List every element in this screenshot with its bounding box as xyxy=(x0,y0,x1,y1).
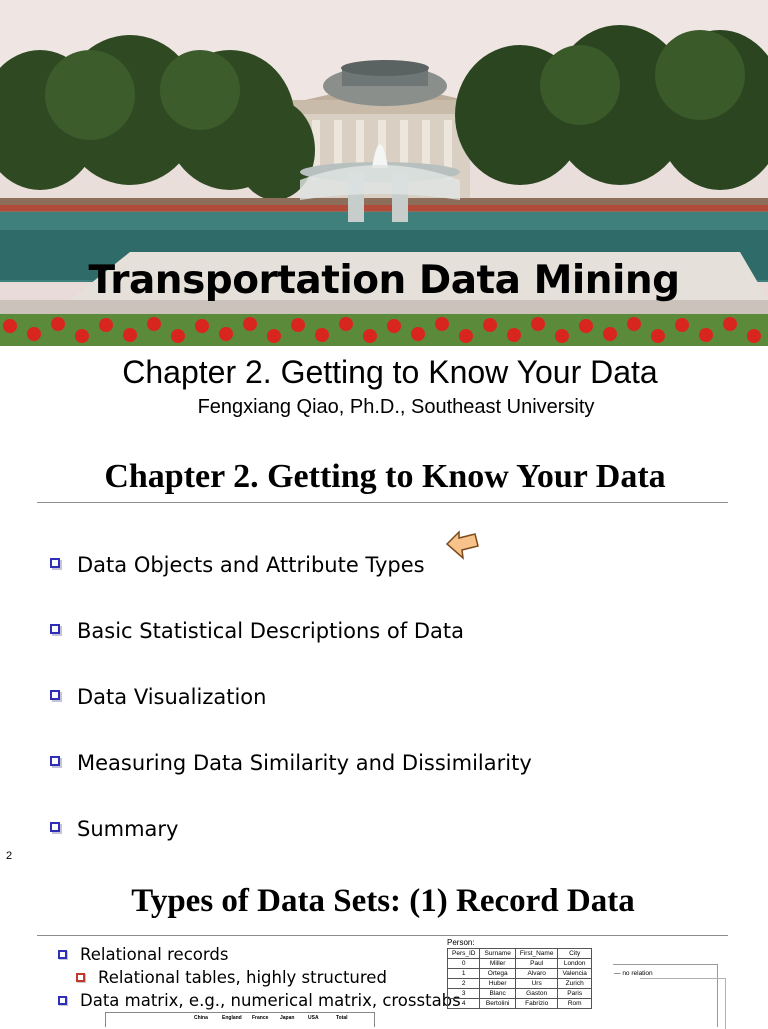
chapter-subtitle: Chapter 2. Getting to Know Your Data xyxy=(122,354,658,390)
square-bullet-icon xyxy=(50,690,60,700)
square-bullet-icon xyxy=(50,624,60,634)
pointing-hand-arrow-icon xyxy=(445,530,479,562)
table-row: 3 Blanc Gaston Paris xyxy=(448,989,592,999)
table-row: 0 Miller Paul London xyxy=(448,959,592,969)
title-slide xyxy=(0,0,768,440)
sub-bullet-item: Relational tables, highly structured xyxy=(76,967,461,990)
outline-item: Measuring Data Similarity and Dissimilarity xyxy=(50,746,532,812)
outline-list xyxy=(50,548,532,878)
square-bullet-icon xyxy=(58,950,67,959)
relation-note: — no relation xyxy=(614,970,653,977)
column-header: Surname xyxy=(480,949,515,959)
crosstab-header: China England France Japan USA Total xyxy=(105,1012,375,1027)
outline-item: Data Objects and Attribute Types xyxy=(50,548,532,614)
table-row: 1 Ortega Alvaro Valencia xyxy=(448,969,592,979)
page-number: 2 xyxy=(6,850,13,862)
table-caption: Person: xyxy=(447,938,475,947)
outline-item: Data Visualization xyxy=(50,680,532,746)
square-bullet-icon xyxy=(76,973,85,982)
record-data-bullets xyxy=(58,944,461,1013)
square-bullet-icon xyxy=(58,996,67,1005)
record-data-title: Types of Data Sets: (1) Record Data xyxy=(131,883,635,919)
column-header: First_Name xyxy=(515,949,558,959)
campus-photo xyxy=(0,0,768,346)
table-header-row xyxy=(448,949,592,959)
outline-item: Basic Statistical Descriptions of Data xyxy=(50,614,532,680)
square-bullet-icon xyxy=(50,558,60,568)
outline-title: Chapter 2. Getting to Know Your Data xyxy=(104,458,666,495)
outline-item: Summary xyxy=(50,812,532,878)
presentation-title: Transportation Data Mining xyxy=(88,258,680,303)
square-bullet-icon xyxy=(50,822,60,832)
outline-slide xyxy=(0,448,768,868)
title-divider xyxy=(37,935,728,936)
title-divider xyxy=(37,502,728,503)
column-header: City xyxy=(558,949,591,959)
table-row: 4 Bertolini Fabrizio Rom xyxy=(448,999,592,1009)
table-row: 2 Huber Urs Zurich xyxy=(448,979,592,989)
person-table xyxy=(447,948,592,1009)
bullet-item: Data matrix, e.g., numerical matrix, crosstabs xyxy=(58,990,461,1013)
bullet-item: Relational records xyxy=(58,944,461,967)
author-line: Fengxiang Qiao, Ph.D., Southeast University xyxy=(197,396,595,418)
column-header: Pers_ID xyxy=(448,949,480,959)
relation-connector xyxy=(640,978,726,1029)
square-bullet-icon xyxy=(50,756,60,766)
